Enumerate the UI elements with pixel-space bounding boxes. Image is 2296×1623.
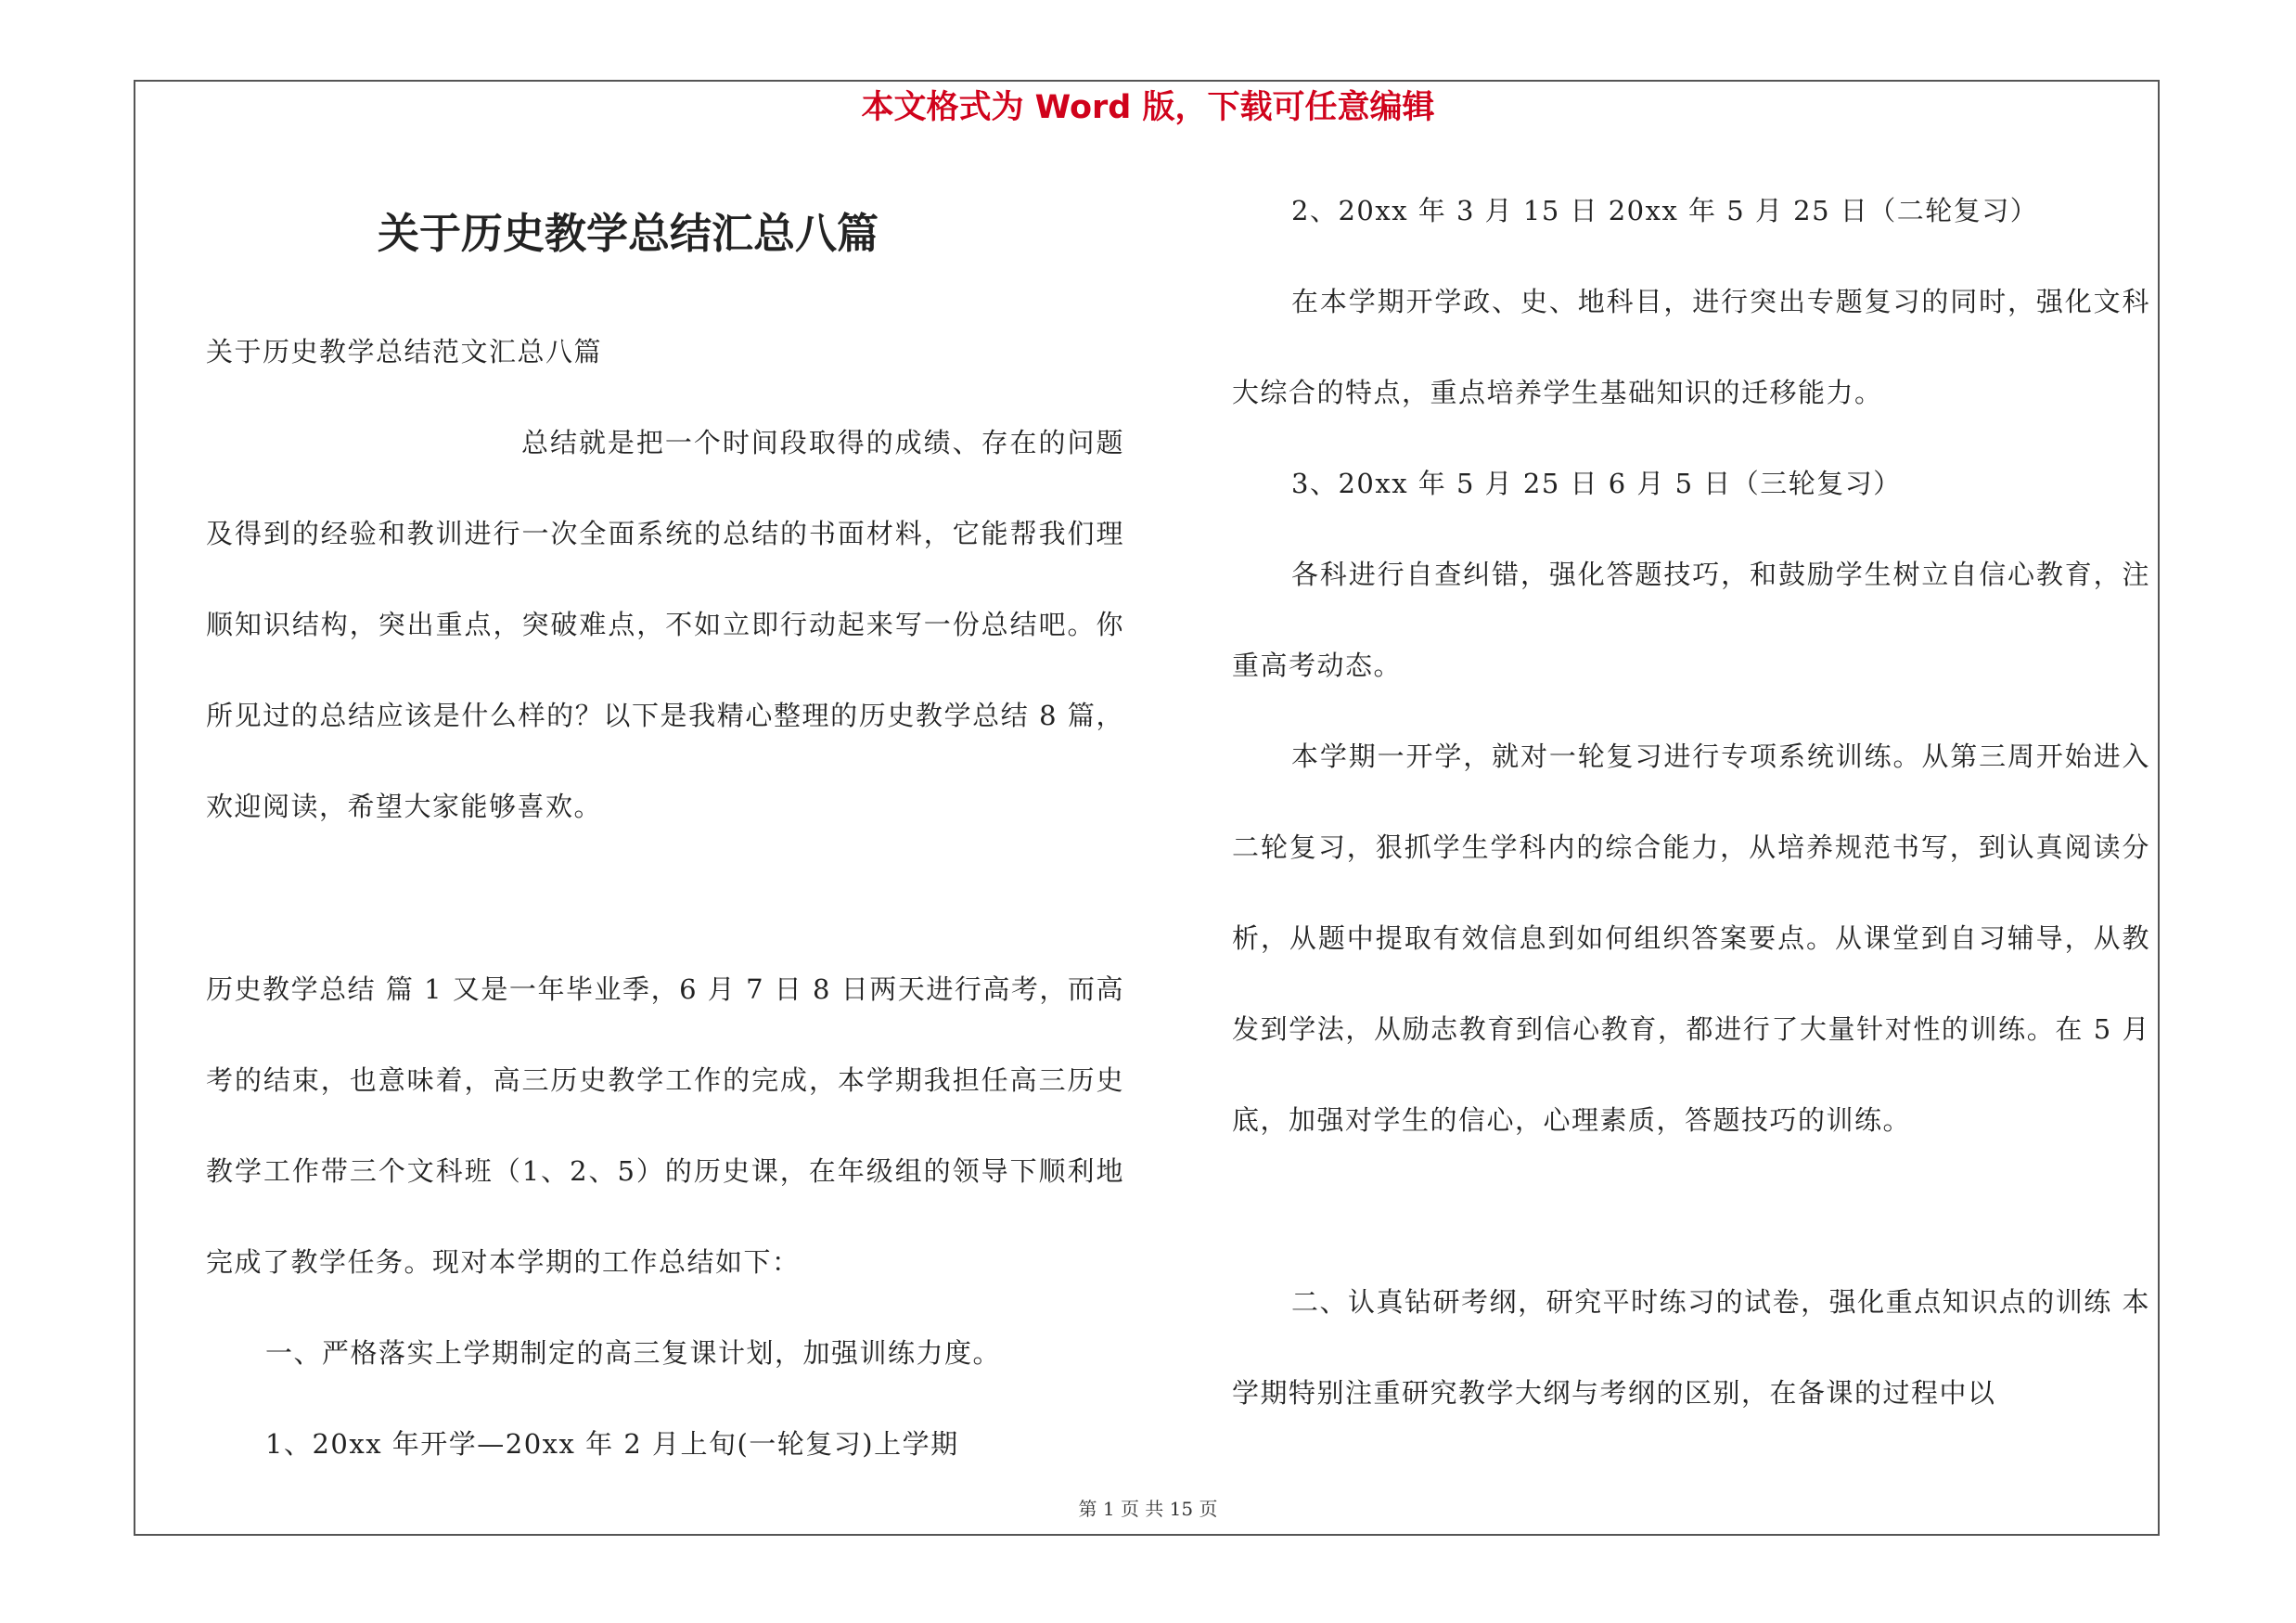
point-1: 一、严格落实上学期制定的高三复课计划，加强训练力度。	[265, 1337, 1002, 1369]
item-3-heading: 3、20xx 年 5 月 25 日 6 月 5 日（三轮复习）	[1291, 468, 1902, 499]
point-1-1: 1、20xx 年开学—20xx 年 2 月上旬(一轮复习)上学期	[265, 1428, 959, 1460]
point-2: 二、认真钻研考纲，研究平时练习的试卷，强化重点知识点的训练 本学期特别注重研究教学大纲与考纲的区别，在备课的过程中以	[1232, 1286, 2150, 1409]
item-2-text: 在本学期开学政、史、地科目，进行突出专题复习的同时，强化文科大综合的特点，重点培养学生基础知识的迁移能力。	[1232, 286, 2150, 408]
training-paragraph: 本学期一开学，就对一轮复习进行专项系统训练。从第三周开始进入二轮复习，狠抓学生学科内的综合能力，从培养规范书写，到认真阅读分析，从题中提取有效信息到如何组织答案要点。从课堂到自习辅导，从教发到学法，从励志教育到信心教育，都进行了大量针对性的训练。在 5 月底，加强对学生的信心，心理素质，答题技巧的训练。	[1232, 741, 2150, 1136]
section-1-paragraph: 历史教学总结 篇 1 又是一年毕业季，6 月 7 日 8 日两天进行高考，而高考的结束，也意味着，高三历史教学工作的完成，本学期我担任高三历史教学工作带三个文科班（1、2、5）的历史课，在年级组的领导下顺利地完成了教学任务。现对本学期的工作总结如下：	[206, 973, 1124, 1278]
subtitle: 关于历史教学总结范文汇总八篇	[206, 336, 603, 367]
format-banner: 本文格式为 Word 版，下载可任意编辑	[861, 89, 1435, 126]
item-2-heading: 2、20xx 年 3 月 15 日 20xx 年 5 月 25 日（二轮复习）	[1291, 195, 2039, 226]
document-title: 关于历史教学总结汇总八篇	[378, 209, 879, 258]
page-number: 第 1 页 共 15 页	[1078, 1498, 1218, 1520]
item-3-text: 各科进行自查纠错，强化答题技巧，和鼓励学生树立自信心教育，注重高考动态。	[1232, 559, 2150, 681]
intro-paragraph: 总结就是把一个时间段取得的成绩、存在的问题及得到的经验和教训进行一次全面系统的总结的书面材料，它能帮我们理顺知识结构，突出重点，突破难点，不如立即行动起来写一份总结吧。你所见过的总结应该是什么样的？以下是我精心整理的历史教学总结 8 篇，欢迎阅读，希望大家能够喜欢。	[206, 427, 1124, 822]
